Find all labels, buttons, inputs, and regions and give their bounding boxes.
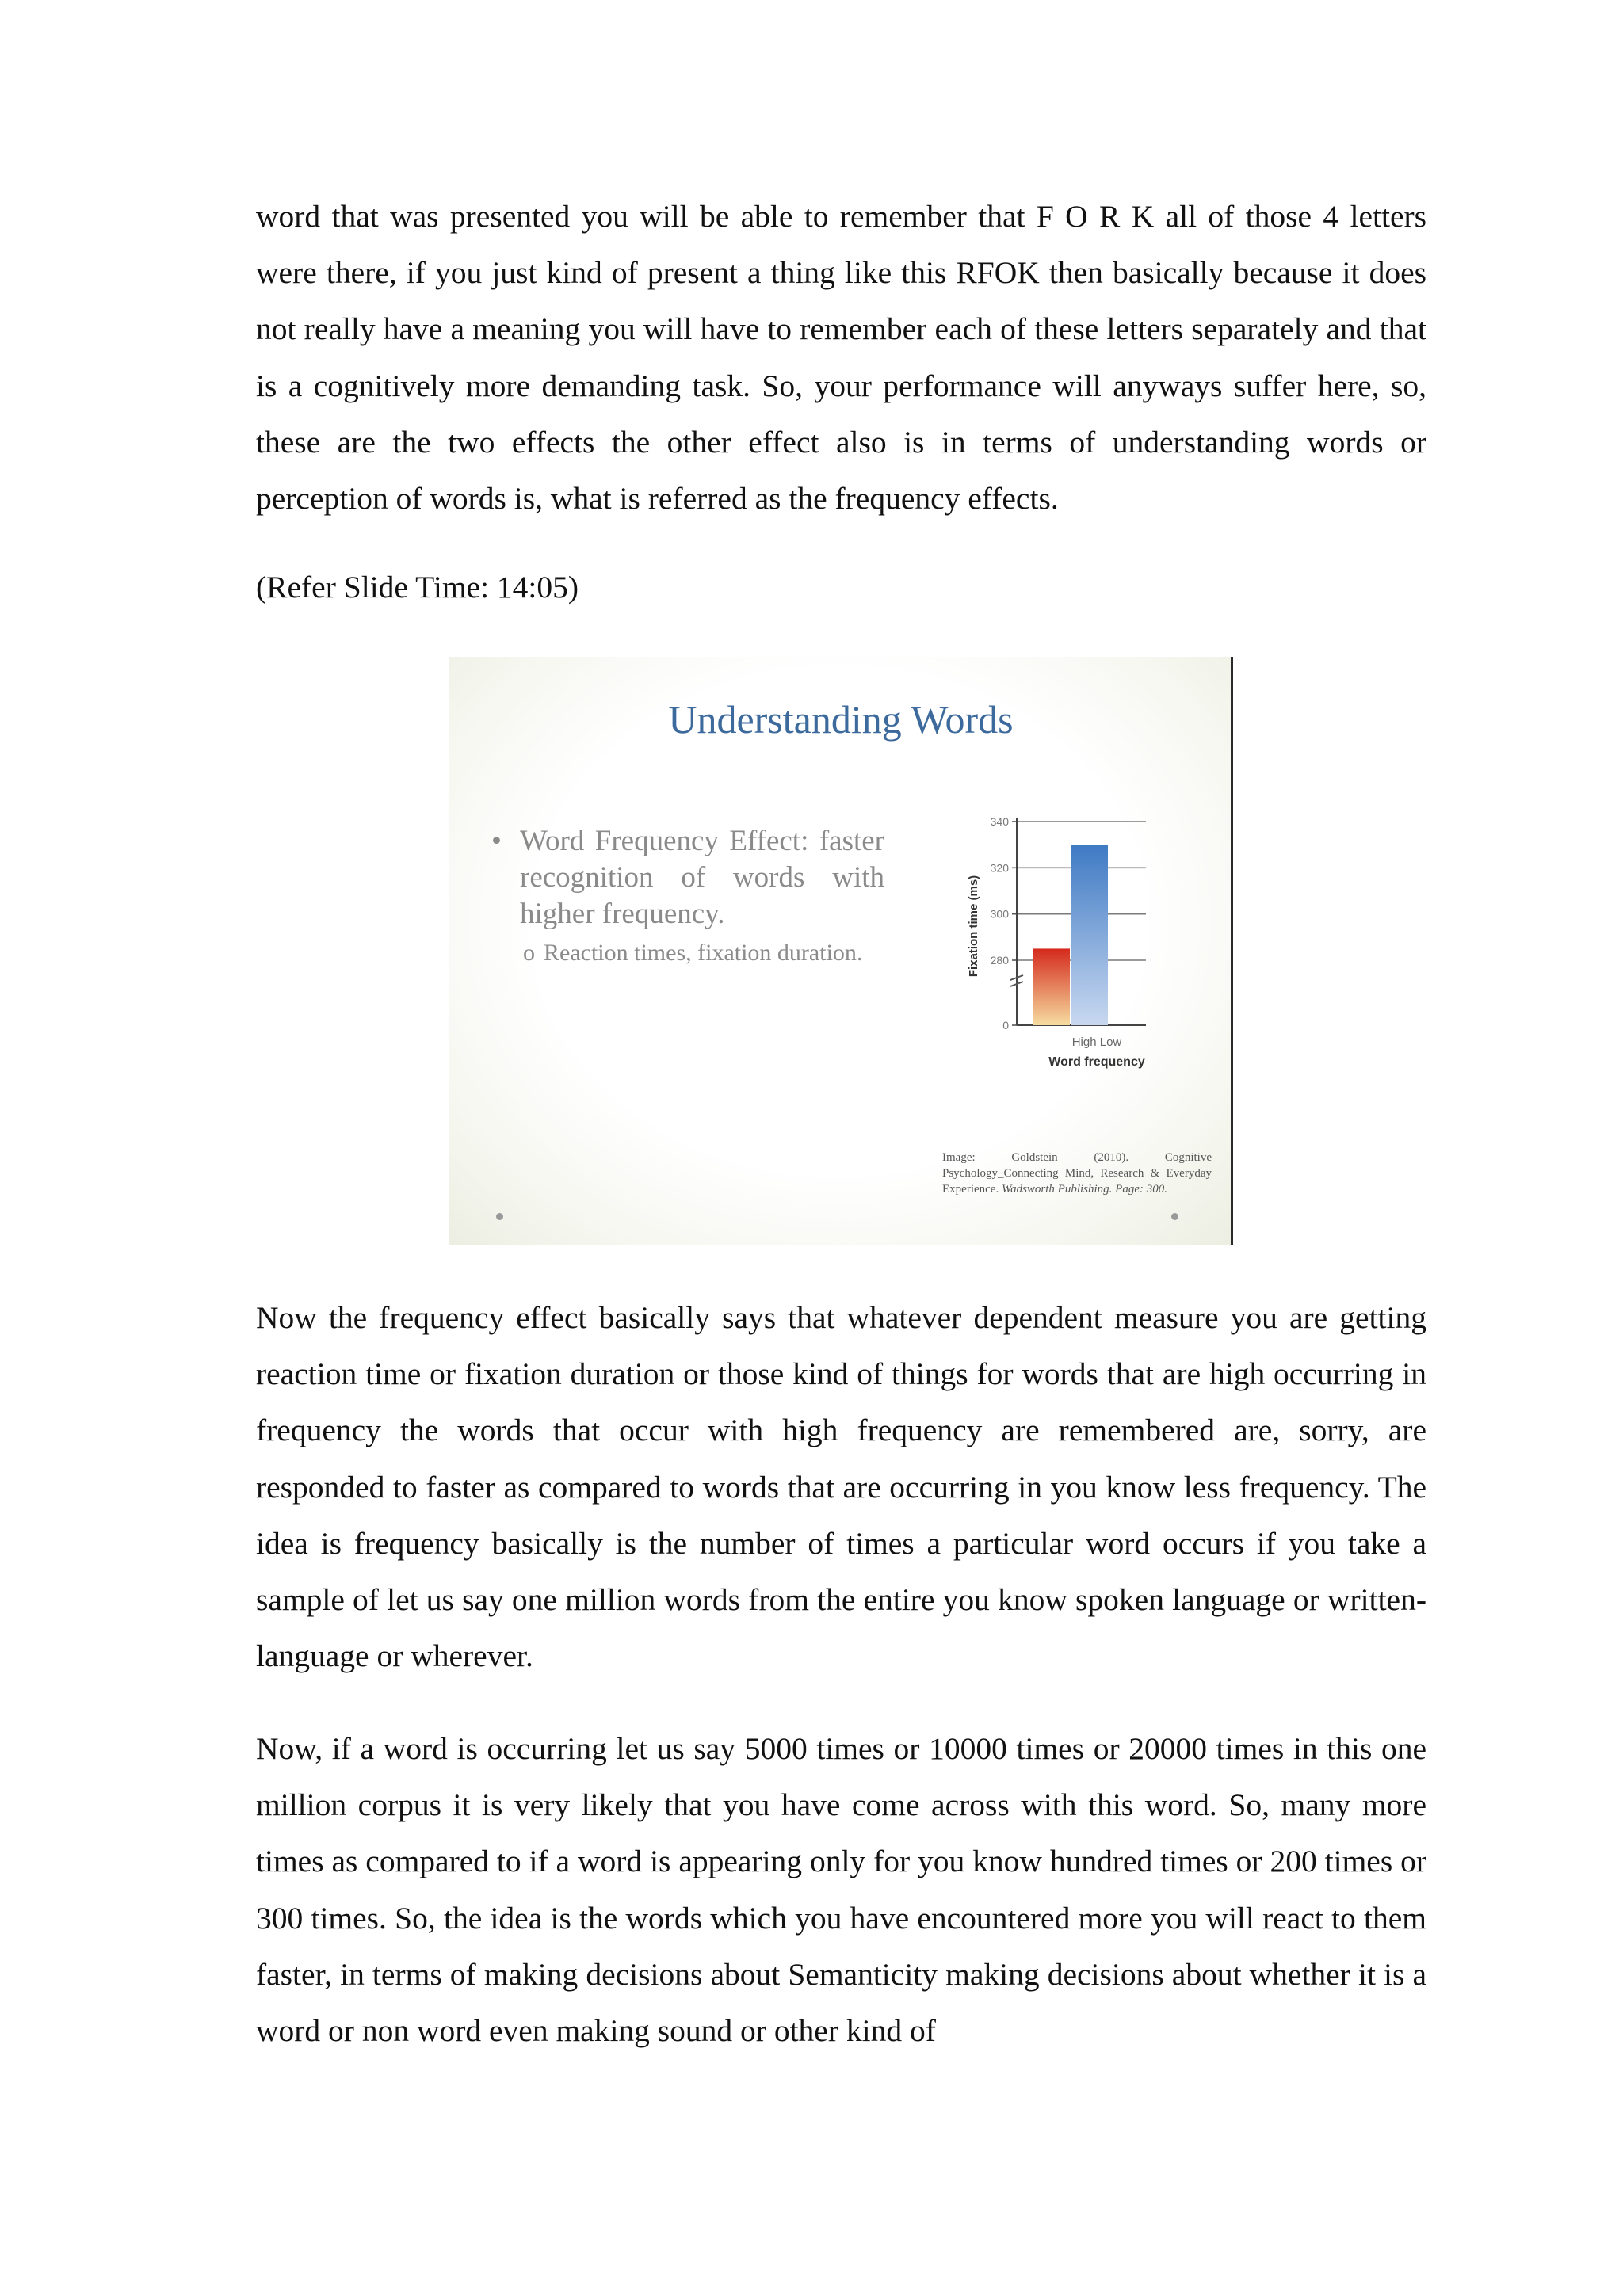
chart-bar-low bbox=[1071, 845, 1108, 1025]
x-tick-labels: High Low bbox=[1071, 1035, 1122, 1049]
body-paragraph: Now, if a word is occurring let us say 5000 times or 10000 times or 20000 times in this one million corpus it is very likely that you have come across with this word. So, many more times as compared to if a word is appearing only for you know hundred times or 200 times or 300 times. So, the idea is the words which you have encountered more you will react to them faster, in terms of making decisions about Semanticity making decisions about whether it is a word or non word even making sound or other kind of bbox=[256, 1731, 1426, 2049]
image-caption bbox=[942, 1150, 1212, 1197]
caption-citation: Image: Goldstein (2010). Cognitive Psychology_Connecting Mind, Research & Everyday Experience. bbox=[942, 1151, 1212, 1196]
chart-svg bbox=[956, 784, 1233, 1156]
x-axis-label: Word frequency bbox=[1048, 1055, 1145, 1069]
caption-publisher: Wadsworth Publishing. Page: 300. bbox=[1001, 1183, 1168, 1196]
frequency-chart bbox=[956, 784, 1233, 1156]
sub-bullet-item: o Reaction times, fixation duration. bbox=[520, 937, 884, 969]
chart-bar-high bbox=[1033, 948, 1070, 1025]
y-tick-label: 340 bbox=[990, 815, 1009, 828]
slide-title: Understanding Words bbox=[668, 697, 1014, 742]
y-tick-label: 0 bbox=[1002, 1019, 1009, 1032]
y-axis-label: Fixation time (ms) bbox=[967, 875, 980, 978]
slide-bullets bbox=[488, 823, 884, 969]
slide-time-reference: (Refer Slide Time: 14:05) bbox=[256, 570, 579, 605]
lecture-slide bbox=[449, 657, 1233, 1245]
y-tick-label: 300 bbox=[990, 907, 1009, 921]
y-tick-label: 320 bbox=[990, 861, 1009, 875]
slide-decor-dot bbox=[496, 1213, 503, 1220]
slide-decor-dot bbox=[1171, 1213, 1178, 1220]
body-paragraph: Now the frequency effect basically says that whatever dependent measure you are getting reaction time or fixation duration or those kind of things for words that are high occurring in frequency the words that occur with high frequency are remembered are, sorry, are responded to faster as compared to words that are occurring in you know less frequency. The idea is frequency basically is the number of times a particular word occurs if you take a sample of let us say one million words from the entire you know spoken language or written- language or wherever. bbox=[256, 1300, 1426, 1674]
y-tick-label: 280 bbox=[990, 954, 1009, 967]
body-paragraph: word that was presented you will be able to remember that F O R K all of those 4 letters were there, if you just kind of present a thing like this RFOK then basically because it does not really have a meaning you will have to remember each of these letters separately and that is a cognitively more demanding task. So, your performance will anyways suffer here, so, these are the two effects the other effect also is in terms of understanding words or perception of words is, what is referred as the frequency effects. bbox=[256, 199, 1426, 517]
bullet-item: • Word Frequency Effect: faster recognition of words with higher frequency. bbox=[488, 823, 884, 933]
